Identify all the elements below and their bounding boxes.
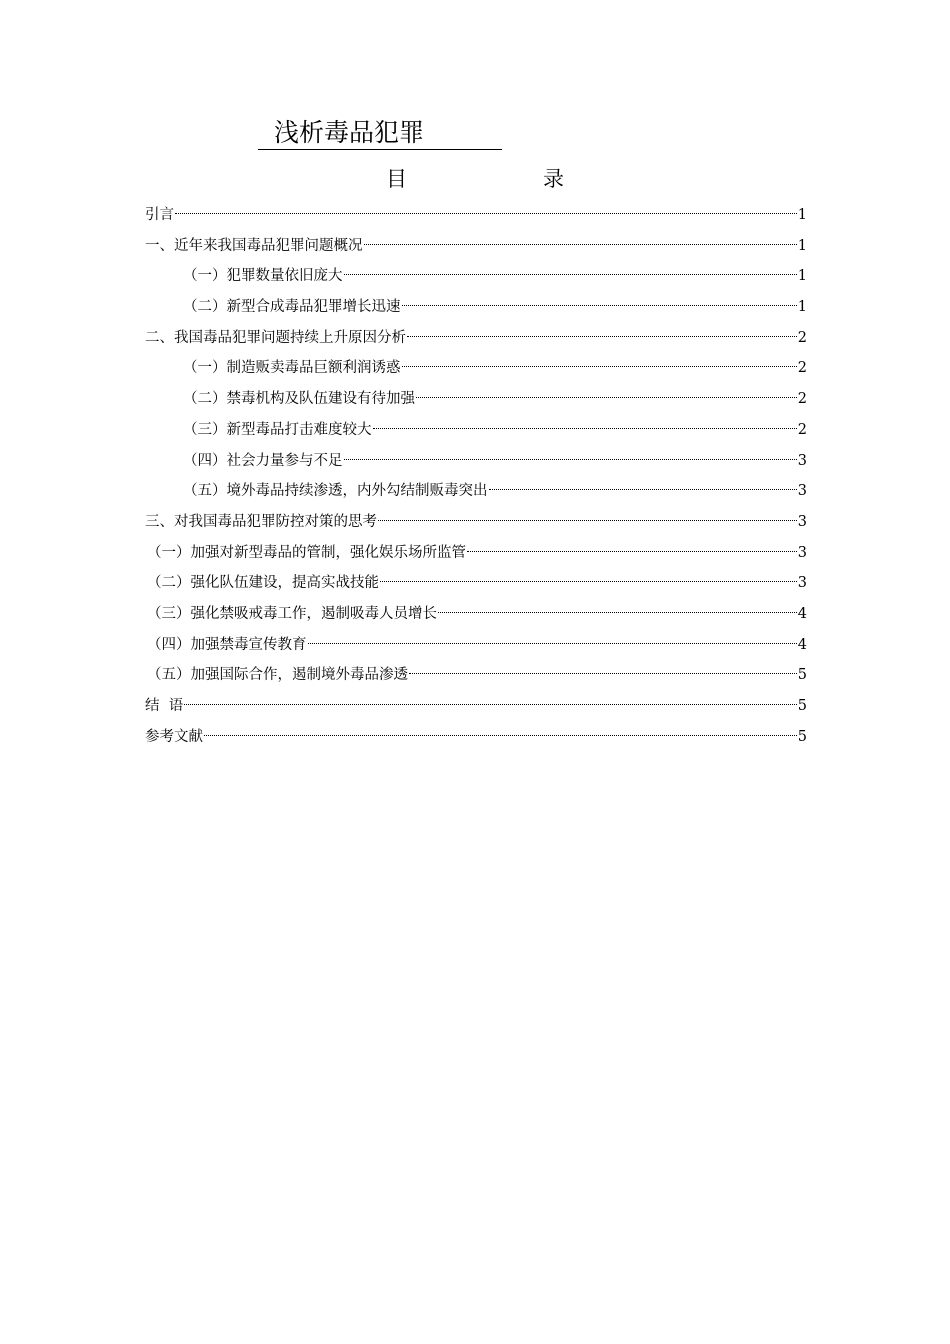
toc-leader-dots bbox=[175, 213, 797, 214]
toc-leader-dots bbox=[308, 643, 797, 644]
toc-heading-char-1: 目 bbox=[386, 167, 407, 191]
toc-entry-page: 2 bbox=[797, 391, 807, 408]
toc-entry-page: 3 bbox=[797, 483, 807, 500]
toc-entry-section-1[interactable] bbox=[145, 231, 807, 262]
toc-entry-label: （二）新型合成毒品犯罪增长迅速 bbox=[183, 299, 401, 316]
toc-entry-section-3-3[interactable] bbox=[145, 599, 807, 630]
toc-entry-page: 3 bbox=[797, 575, 807, 592]
toc-leader-dots bbox=[378, 520, 797, 521]
toc-entry-page: 1 bbox=[797, 268, 807, 285]
toc-entry-label: （二）禁毒机构及队伍建设有待加强 bbox=[183, 391, 415, 408]
toc-leader-dots bbox=[364, 244, 797, 245]
toc-entry-label: 一、近年来我国毒品犯罪问题概况 bbox=[145, 237, 363, 254]
toc-entry-section-3-4[interactable] bbox=[145, 630, 807, 661]
toc-leader-dots bbox=[204, 735, 797, 736]
toc-entry-label: （五）境外毒品持续渗透，内外勾结制贩毒突出 bbox=[183, 483, 488, 500]
toc-leader-dots bbox=[344, 459, 797, 460]
toc-entry-references[interactable] bbox=[145, 722, 807, 753]
toc-entry-label: 引言 bbox=[145, 207, 174, 223]
toc-entry-section-3[interactable] bbox=[145, 507, 807, 538]
toc-entry-section-2-5[interactable] bbox=[145, 476, 807, 507]
toc-leader-dots bbox=[380, 581, 797, 582]
toc-entry-page: 2 bbox=[797, 360, 807, 377]
toc-entry-label: （四）社会力量参与不足 bbox=[183, 452, 343, 469]
toc-entry-conclusion[interactable] bbox=[145, 691, 807, 722]
toc-entry-section-2[interactable] bbox=[145, 323, 807, 354]
toc-entry-label: （一）加强对新型毒品的管制，强化娱乐场所监管 bbox=[147, 544, 466, 561]
toc-entry-section-2-4[interactable] bbox=[145, 446, 807, 477]
toc-leader-dots bbox=[402, 366, 797, 367]
toc-entry-section-3-5[interactable] bbox=[145, 660, 807, 691]
toc-entry-page: 1 bbox=[797, 299, 807, 316]
toc-leader-dots bbox=[438, 612, 797, 613]
toc-entry-page: 2 bbox=[797, 421, 807, 438]
toc-leader-dots bbox=[489, 489, 797, 490]
toc-entry-page: 5 bbox=[797, 728, 807, 745]
toc-leader-dots bbox=[416, 397, 797, 398]
toc-entry-label: 三、对我国毒品犯罪防控对策的思考 bbox=[145, 513, 377, 530]
toc-entry-label: 二、我国毒品犯罪问题持续上升原因分析 bbox=[145, 329, 406, 346]
table-of-contents bbox=[145, 200, 807, 752]
toc-entry-label: （一）犯罪数量依旧庞大 bbox=[183, 268, 343, 285]
toc-entry-page: 2 bbox=[797, 329, 807, 346]
toc-entry-section-1-1[interactable] bbox=[145, 261, 807, 292]
toc-leader-dots bbox=[344, 274, 797, 275]
toc-entry-label: （一）制造贩卖毒品巨额利润诱惑 bbox=[183, 360, 401, 377]
toc-leader-dots bbox=[467, 551, 797, 552]
toc-entry-label: （五）加强国际合作，遏制境外毒品渗透 bbox=[147, 667, 408, 684]
toc-entry-section-1-2[interactable] bbox=[145, 292, 807, 323]
toc-leader-dots bbox=[407, 336, 797, 337]
toc-entry-section-3-2[interactable] bbox=[145, 568, 807, 599]
toc-entry-section-2-1[interactable] bbox=[145, 353, 807, 384]
toc-entry-section-2-2[interactable] bbox=[145, 384, 807, 415]
toc-entry-label: （二）强化队伍建设，提高实战技能 bbox=[147, 575, 379, 592]
toc-entry-page: 1 bbox=[797, 237, 807, 254]
toc-entry-page: 3 bbox=[797, 544, 807, 561]
toc-heading bbox=[0, 164, 950, 194]
toc-entry-label: （三）强化禁吸戒毒工作，遏制吸毒人员增长 bbox=[147, 605, 437, 622]
toc-entry-intro[interactable] bbox=[145, 200, 807, 231]
toc-entry-page: 5 bbox=[797, 698, 807, 714]
toc-entry-page: 4 bbox=[797, 636, 807, 653]
toc-leader-dots bbox=[184, 704, 797, 705]
toc-entry-page: 3 bbox=[797, 452, 807, 469]
toc-entry-label: （四）加强禁毒宣传教育 bbox=[147, 636, 307, 653]
document-title: 浅析毒品犯罪 bbox=[258, 116, 502, 150]
toc-entry-label: 结 语 bbox=[145, 698, 184, 714]
toc-entry-page: 4 bbox=[797, 605, 807, 622]
toc-entry-label: 参考文献 bbox=[145, 728, 203, 745]
toc-entry-section-2-3[interactable] bbox=[145, 415, 807, 446]
toc-entry-page: 5 bbox=[797, 667, 807, 684]
toc-entry-label: （三）新型毒品打击难度较大 bbox=[183, 421, 372, 438]
toc-entry-page: 3 bbox=[797, 513, 807, 530]
toc-leader-dots bbox=[409, 673, 797, 674]
toc-entry-page: 1 bbox=[797, 207, 807, 223]
toc-entry-section-3-1[interactable] bbox=[145, 538, 807, 569]
toc-heading-char-2: 录 bbox=[543, 167, 564, 191]
toc-leader-dots bbox=[373, 428, 797, 429]
toc-leader-dots bbox=[402, 305, 797, 306]
